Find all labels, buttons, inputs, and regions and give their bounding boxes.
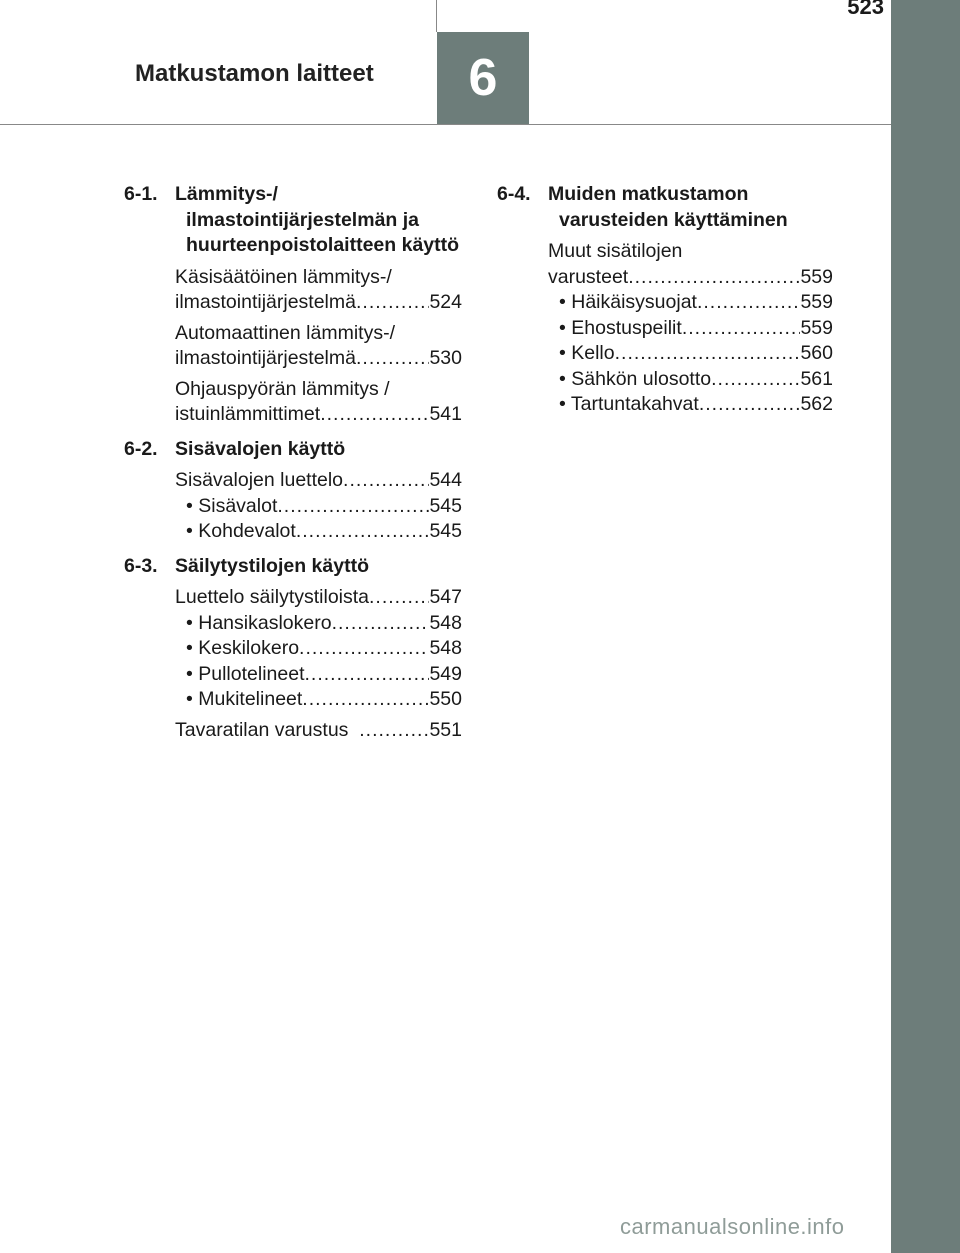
toc-left-column	[124, 182, 462, 752]
toc-entry[interactable]	[548, 239, 833, 290]
entry-label: Tavaratilan varustus	[175, 718, 360, 741]
toc-subentry[interactable]	[175, 662, 462, 688]
toc-subentry[interactable]	[175, 687, 462, 713]
entry-label: • Kohdevalot	[186, 520, 296, 542]
toc-entry[interactable]	[175, 377, 462, 428]
entry-label: • Tartuntakahvat	[559, 393, 699, 415]
entry-label: varusteet	[548, 265, 629, 288]
toc-subentry[interactable]	[548, 392, 833, 418]
entry-page-number: 524	[429, 291, 462, 313]
header-divider-vertical	[436, 0, 437, 32]
section-number: 6-1.	[124, 183, 158, 205]
toc-right-column	[497, 182, 833, 427]
entry-label: • Sähkön ulosotto	[559, 367, 712, 390]
toc-subentry[interactable]	[175, 636, 462, 662]
toc-subentry[interactable]	[175, 519, 462, 545]
toc-entry[interactable]	[175, 585, 462, 611]
section-title[interactable]: Lämmitys-/ ilmastointijärjestelmän ja huurteenpoistolaitteen käyttö	[175, 183, 460, 256]
section-number: 6-2.	[124, 437, 158, 460]
entry-label: • Hansikaslokero	[186, 611, 332, 634]
toc-subentry[interactable]	[548, 316, 833, 342]
entry-label: • Mukitelineet	[186, 688, 303, 710]
page-number: 523	[847, 0, 884, 19]
entry-page-number: 547	[429, 586, 462, 608]
chapter-number-box: 6	[437, 32, 529, 124]
entry-page-number: 561	[800, 367, 833, 390]
toc-subentry[interactable]	[175, 611, 462, 637]
entry-label: Automaattinen lämmitys-/	[175, 321, 395, 344]
entry-page-number: 559	[800, 316, 833, 339]
entry-label: • Sisävalot	[186, 494, 278, 517]
toc-section-6-4	[497, 182, 833, 418]
entry-page-number: 530	[429, 347, 462, 369]
entry-page-number: 541	[429, 403, 462, 425]
entry-page-number: 548	[429, 611, 462, 634]
toc-subentry[interactable]	[548, 290, 833, 316]
entry-label: Käsisäätöinen lämmitys-/	[175, 265, 392, 288]
section-number: 6-4.	[497, 183, 531, 205]
entry-label: • Keskilokero	[186, 637, 300, 659]
entry-label: • Pullotelineet	[186, 662, 305, 685]
entry-page-number: 551	[429, 718, 462, 741]
toc-subentry[interactable]	[548, 367, 833, 393]
entry-page-number: 560	[800, 342, 833, 364]
entry-page-number: 559	[800, 291, 833, 313]
section-title[interactable]: Sisävalojen käyttö	[175, 437, 346, 460]
toc-entry[interactable]	[175, 468, 462, 494]
toc-section-6-2	[124, 437, 462, 545]
entry-page-number: 548	[429, 637, 462, 659]
entry-page-number: 544	[429, 469, 462, 491]
entry-label: istuinlämmittimet	[175, 403, 321, 425]
entry-label: • Häikäisysuojat	[559, 291, 697, 313]
entry-page-number: 562	[800, 393, 833, 415]
toc-entry[interactable]	[175, 718, 462, 744]
entry-page-number: 550	[429, 688, 462, 710]
entry-label: ilmastointijärjestelmä	[175, 347, 356, 369]
entry-label: Muut sisätilojen	[548, 240, 683, 262]
toc-section-6-3	[124, 554, 462, 744]
watermark: carmanualsonline.info	[620, 1214, 845, 1239]
entry-page-number: 545	[429, 520, 462, 542]
toc-entry[interactable]	[175, 321, 462, 372]
header-divider	[0, 124, 891, 125]
entry-label: Sisävalojen luettelo	[175, 469, 344, 491]
entry-label: Luettelo säilytystiloista	[175, 586, 370, 608]
entry-label: • Kello	[559, 342, 615, 364]
chapter-side-tab	[891, 0, 960, 1253]
toc-section-6-1	[124, 182, 462, 428]
chapter-title: Matkustamon laitteet	[135, 60, 374, 87]
toc-entry[interactable]	[175, 265, 462, 316]
toc-subentry[interactable]	[175, 494, 462, 520]
entry-label: ilmastointijärjestelmä	[175, 291, 356, 313]
section-title[interactable]: Muiden matkustamon varusteiden käyttäminen	[548, 183, 788, 231]
entry-page-number: 559	[800, 265, 833, 288]
toc-subentry[interactable]	[548, 341, 833, 367]
section-number: 6-3.	[124, 554, 158, 577]
section-title[interactable]: Säilytystilojen käyttö	[175, 554, 369, 577]
entry-label: Ohjauspyörän lämmitys /	[175, 377, 390, 400]
entry-page-number: 545	[429, 494, 462, 517]
entry-page-number: 549	[429, 662, 462, 685]
entry-label: • Ehostuspeilit	[559, 316, 682, 339]
